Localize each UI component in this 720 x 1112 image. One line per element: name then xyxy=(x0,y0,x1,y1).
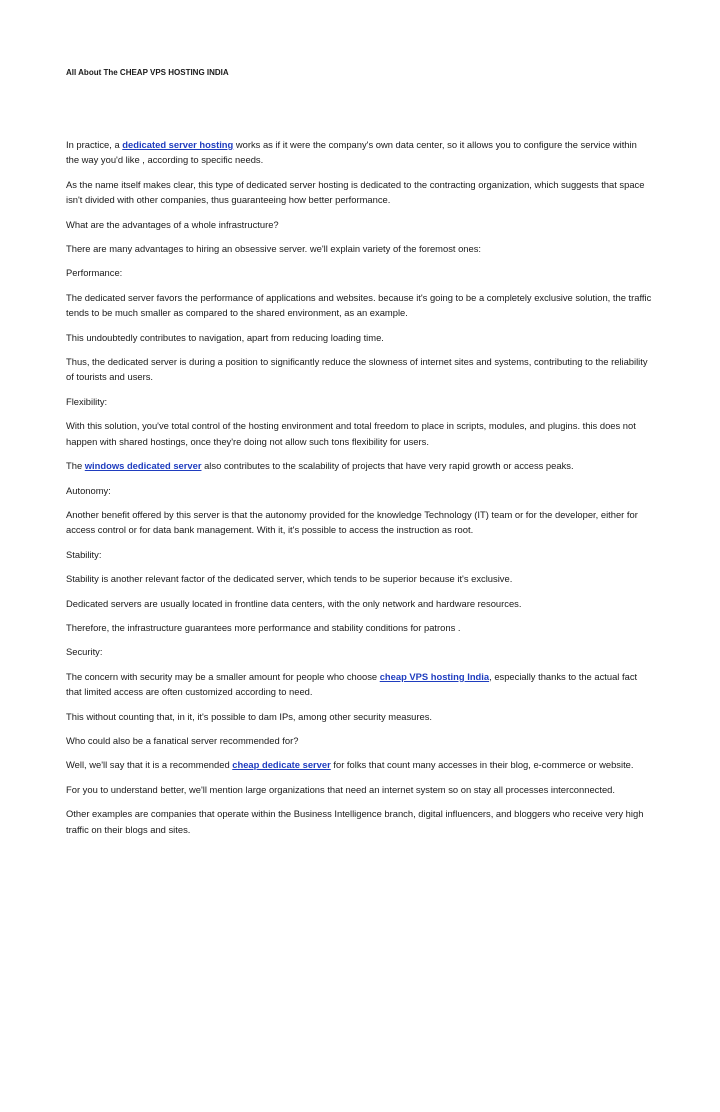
section-heading: Security: xyxy=(66,646,103,658)
paragraph: Therefore, the infrastructure guarantees more performance and stability conditions for patrons . xyxy=(66,621,461,633)
paragraph xyxy=(66,458,652,473)
paragraph: Who could also be a fanatical server recommended for? xyxy=(66,734,299,746)
paragraph: Dedicated servers are usually located in frontline data centers, with the only network and hardware resources. xyxy=(66,597,522,609)
paragraph-text: In practice, a xyxy=(66,139,123,150)
paragraph: For you to understand better, we'll mention large organizations that need an internet system so on stay all processes interconnected. xyxy=(66,783,615,795)
cheap-dedicate-server-link[interactable]: cheap dedicate server xyxy=(232,759,331,771)
paragraph: The dedicated server favors the performance of applications and websites. because it's going to be a completely exclusive solution, the traffic tends to be much smaller as compared to the shared environment, as an example. xyxy=(66,291,652,319)
document-title: All About The CHEAP VPS HOSTING INDIA xyxy=(66,68,229,77)
paragraph: Stability is another relevant factor of the dedicated server, which tends to be superior because it's exclusive. xyxy=(66,573,513,585)
paragraph xyxy=(66,137,652,168)
paragraph-text: The xyxy=(66,460,85,472)
paragraph: There are many advantages to hiring an obsessive server. we'll explain variety of the foremost ones: xyxy=(66,243,482,255)
paragraph xyxy=(66,757,652,772)
paragraph: This without counting that, in it, it's possible to dam IPs, among other security measures. xyxy=(66,710,433,722)
paragraph-text: , especially thanks to the actual fact that limited access are often customized according to need. xyxy=(66,670,638,698)
paragraph: With this solution, you've total control of the hosting environment and total freedom to place in scripts, modules, and plugins. this does not happen with shared hostings, once they're doing not allow such tons flexibility for users. xyxy=(66,420,636,447)
paragraph: As the name itself makes clear, this type of dedicated server hosting is dedicated to the contracting organization, which suggests that space isn't divided with other companies, thus guaranteeing how better performance. xyxy=(66,178,645,206)
paragraph-text: for folks that count many accesses in their blog, e-commerce or website. xyxy=(330,759,634,771)
paragraph-text: also contributes to the scalability of projects that have very rapid growth or access peaks. xyxy=(201,460,574,472)
paragraph xyxy=(66,669,652,700)
paragraph-text: The concern with security may be a smaller amount for people who choose xyxy=(66,670,380,682)
paragraph: Other examples are companies that operate within the Business Intelligence branch, digital influencers, and bloggers who receive very high traffic on their blogs and sites. xyxy=(66,808,644,835)
paragraph: Another benefit offered by this server is that the autonomy provided for the knowledge Technology (IT) team or for the developer, either for access control or for data bank management. With it, it's possible to access the instruction as root. xyxy=(66,508,638,536)
windows-dedicated-server-link[interactable]: windows dedicated server xyxy=(84,460,202,472)
section-heading: Flexibility: xyxy=(66,395,108,407)
section-heading: Stability: xyxy=(66,548,102,560)
section-heading: Autonomy: xyxy=(66,484,111,496)
document-body xyxy=(66,137,652,846)
paragraph: Thus, the dedicated server is during a position to significantly reduce the slowness of internet sites and systems, contributing to the reliability of tourists and users. xyxy=(66,356,648,383)
dedicated-server-hosting-link[interactable]: dedicated server hosting xyxy=(122,139,234,150)
paragraph-text: Well, we'll say that it is a recommended xyxy=(66,759,233,771)
paragraph: What are the advantages of a whole infrastructure? xyxy=(66,218,279,230)
paragraph: This undoubtedly contributes to navigation, apart from reducing loading time. xyxy=(66,331,384,343)
section-heading: Performance: xyxy=(66,267,123,279)
paragraph-text: works as if it were the company's own data center, so it allows you to configure the service within the way you'd like , according to specific needs. xyxy=(66,139,637,166)
cheap-vps-hosting-india-link[interactable]: cheap VPS hosting India xyxy=(379,670,490,682)
